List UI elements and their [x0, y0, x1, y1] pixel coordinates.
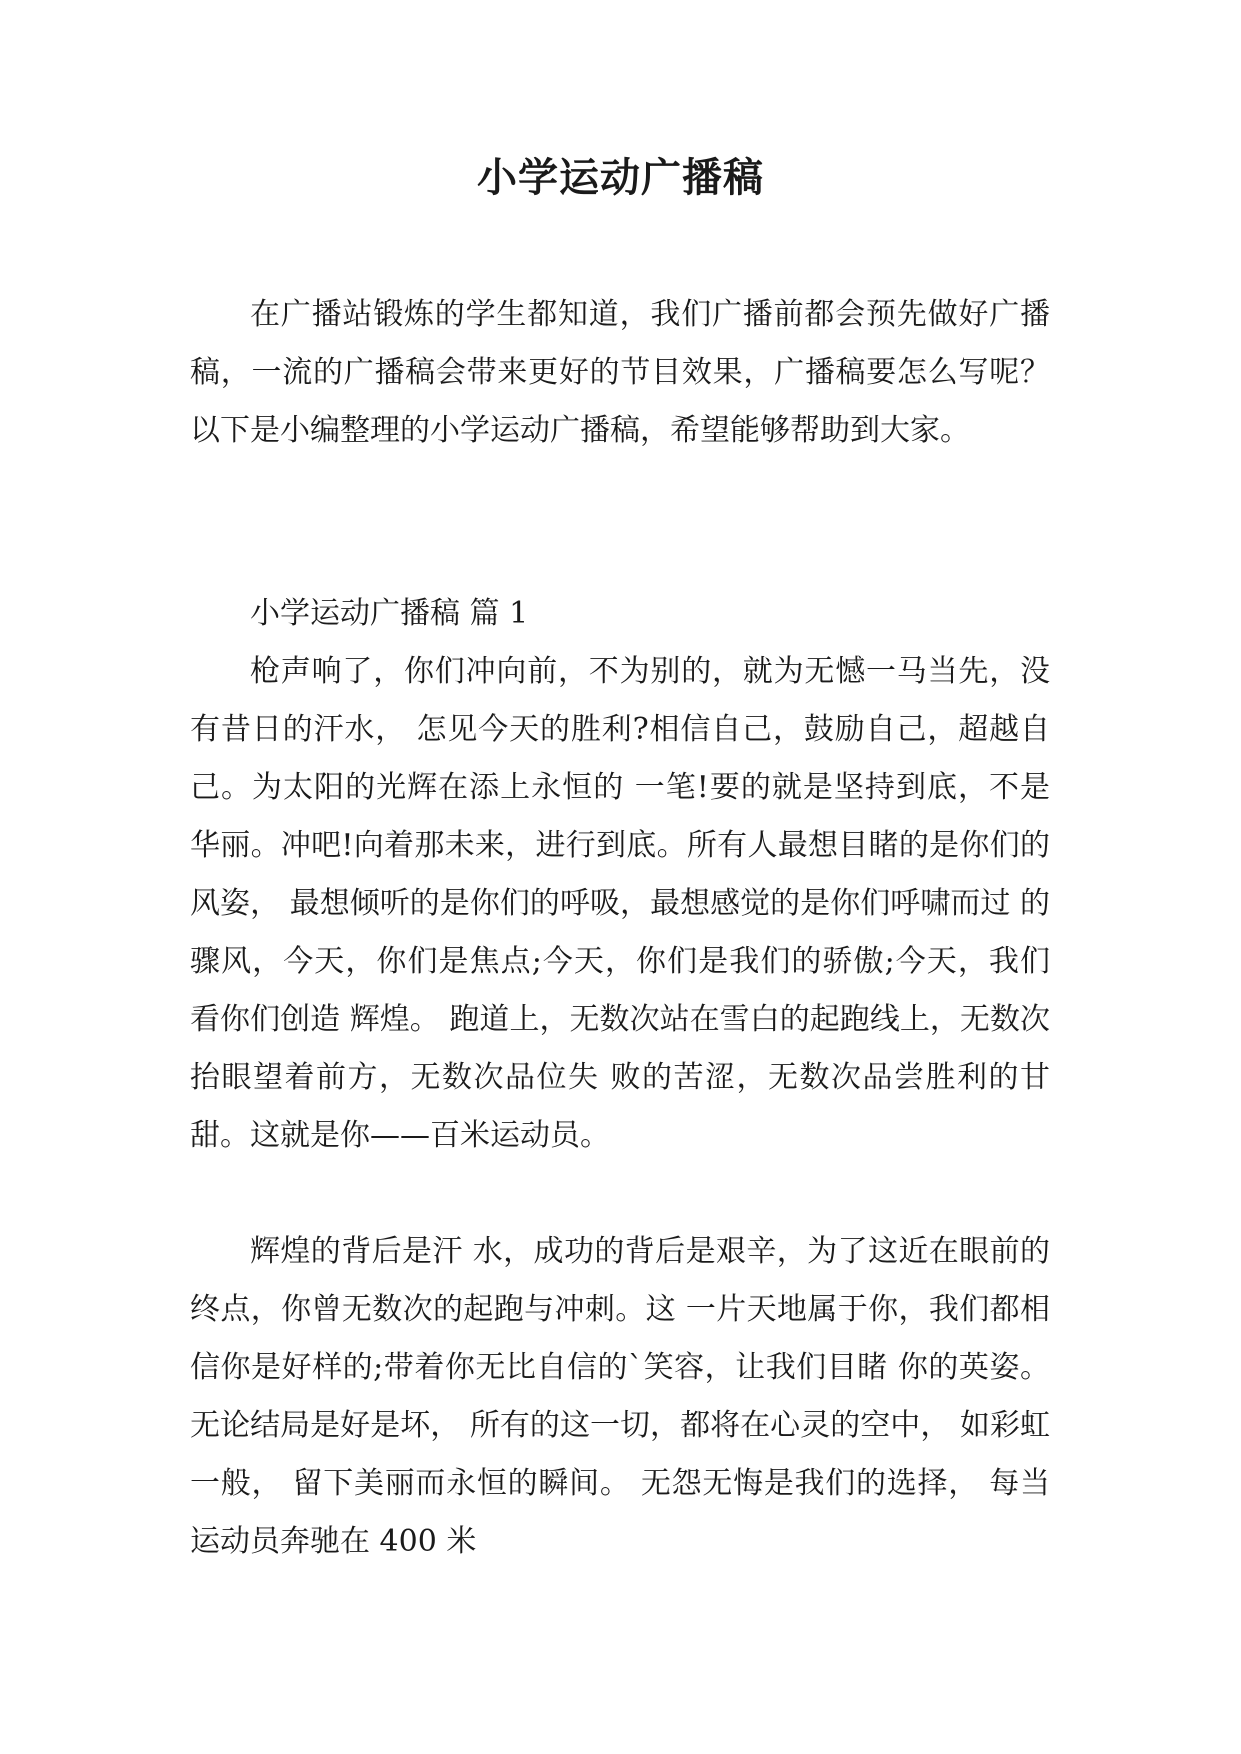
- document-title: 小学运动广播稿: [477, 154, 764, 201]
- section-heading: 小学运动广播稿 篇 1: [250, 596, 529, 631]
- body-paragraph-2: 辉煌的背后是汗 水，成功的背后是艰辛，为了这近在眼前的终点，你曾无数次的起跑与冲刺。这 一片天地属于你，我们都相信你是好样的;带着你无比自信的`笑容，让我们目睹 你的英姿。 无论结局是好是坏， 所有的这一切，都将在心灵的空中， 如彩虹一般， 留下美丽而永恒的瞬间。 无怨无悔是我们的选择， 每当运动员奔驰在 400 米: [190, 1234, 1050, 1559]
- body-paragraph-1: 枪声响了，你们冲向前，不为别的，就为无憾一马当先，没有昔日的汗水， 怎见今天的胜利?相信自己，鼓励自己，超越自己。为太阳的光辉在添上永恒的 一笔!要的就是坚持到底，不是华丽。冲吧!向着那未来，进行到底。所有人最想目睹的是你们的风姿， 最想倾听的是你们的呼吸，最想感觉的是你们呼啸而过 的骤风，今天，你们是焦点;今天，你们是我们的骄傲;今天，我们看你们创造 辉煌。 跑道上，无数次站在雪白的起跑线上，无数次抬眼望着前方，无数次品位失 败的苦涩，无数次品尝胜利的甘甜。这就是你——百米运动员。: [190, 654, 1050, 1153]
- intro-paragraph: 在广播站锻炼的学生都知道，我们广播前都会预先做好广播稿，一流的广播稿会带来更好的节目效果，广播稿要怎么写呢？以下是小编整理的小学运动广播稿，希望能够帮助到大家。: [190, 297, 1050, 448]
